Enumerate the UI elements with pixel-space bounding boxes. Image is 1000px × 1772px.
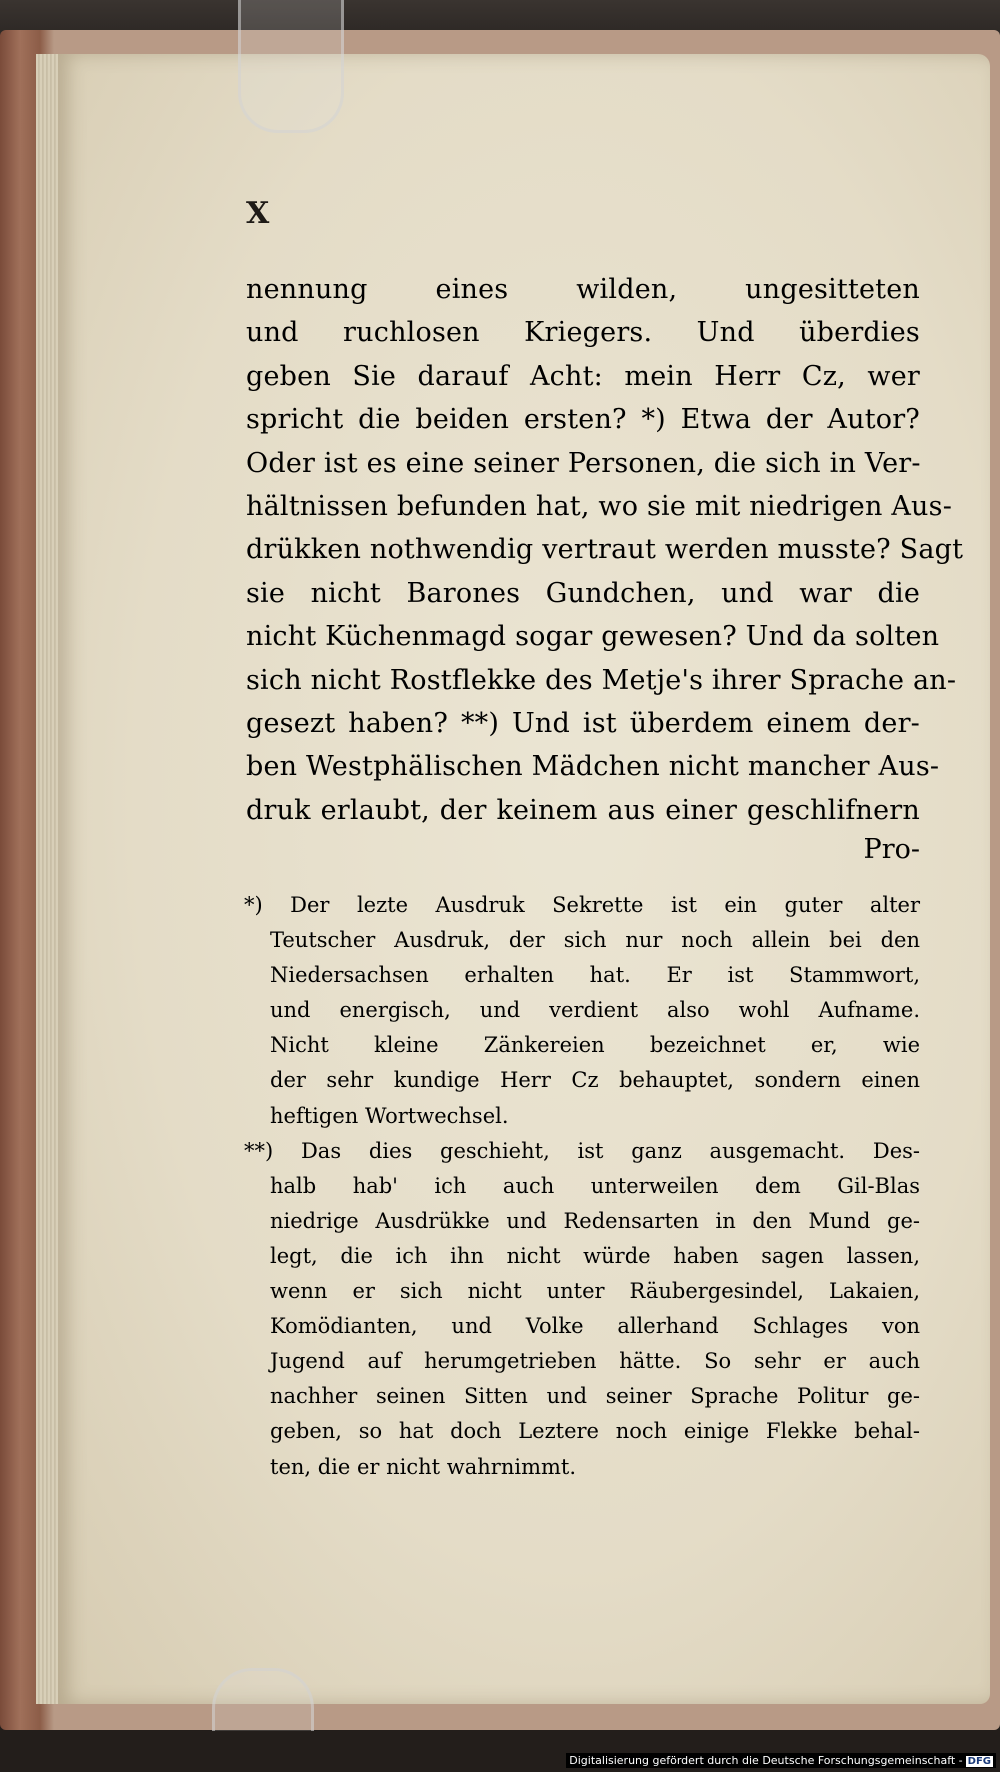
footnote-line: geben, so hat doch Leztere noch einige Flekke behal- xyxy=(270,1419,920,1444)
footnote-line: Komödianten, und Volke allerhand Schlages von xyxy=(270,1314,920,1339)
credit-text: Digitalisierung gefördert durch die Deutsche Forschungsgemeinschaft - xyxy=(569,1754,963,1767)
footnote-line: und energisch, und verdient also wohl Aufname. xyxy=(270,998,920,1023)
footnote-line: der sehr kundige Herr Cz behauptet, sondern einen xyxy=(270,1068,920,1093)
footnote-line: Nicht kleine Zänkereien bezeichnet er, wie xyxy=(270,1033,920,1058)
text-line: Oder ist es eine seiner Personen, die sich in Ver- xyxy=(246,447,921,479)
text-line: spricht die beiden ersten? *) Etwa der Autor? xyxy=(246,404,920,436)
footnote-line: nachher seinen Sitten und seiner Sprache Politur ge- xyxy=(270,1384,920,1409)
text-line: ben Westphälischen Mädchen nicht mancher Aus- xyxy=(246,751,940,783)
page-clip-top xyxy=(238,0,344,133)
text-line: gesezt haben? **) Und ist überdem einem der- xyxy=(246,707,920,739)
text-line: und ruchlosen Kriegers. Und überdies xyxy=(246,317,920,349)
footnote-line: ten, die er nicht wahrnimmt. xyxy=(270,1454,577,1479)
footnote-line: niedrige Ausdrükke und Redensarten in den Mund ge- xyxy=(270,1208,920,1233)
text-line: hältnissen befunden hat, wo sie mit niedrigen Aus- xyxy=(246,490,953,522)
footnote-2 xyxy=(244,1134,920,1485)
footnote-line: heftigen Wortwechsel. xyxy=(270,1103,509,1128)
text-line: nennung eines wilden, ungesitteten xyxy=(246,274,920,305)
text-line: druk erlaubt, der keinem aus einer geschlifnern xyxy=(246,794,920,826)
footnote-1 xyxy=(244,888,920,1134)
digitization-credit xyxy=(566,1753,996,1768)
text-line: geben Sie darauf Acht: mein Herr Cz, wer xyxy=(246,360,920,392)
dfg-logo: DFG xyxy=(967,1756,991,1767)
main-text xyxy=(246,268,964,832)
catchword: Pro- xyxy=(863,834,920,865)
page-number: X xyxy=(246,196,270,231)
text-line: drükken nothwendig vertraut werden musste? Sagt xyxy=(246,534,964,566)
footnote-line: legt, die ich ihn nicht würde haben sagen lassen, xyxy=(270,1243,920,1268)
footnote-line: halb hab' ich auch unterweilen dem Gil-Blas xyxy=(270,1173,920,1198)
footnote-line: *) Der lezte Ausdruk Sekrette ist ein guter alter xyxy=(244,893,920,917)
text-line: sich nicht Rostflekke des Metje's ihrer Sprache an- xyxy=(246,664,957,696)
page-clip-bottom xyxy=(212,1668,314,1731)
footnote-line: Niedersachsen erhalten hat. Er ist Stammwort, xyxy=(270,963,920,988)
footnote-line: Teutscher Ausdruk, der sich nur noch allein bei den xyxy=(270,928,920,953)
footnote-line: wenn er sich nicht unter Räubergesindel, Lakaien, xyxy=(270,1279,920,1304)
text-line: nicht Küchenmagd sogar gewesen? Und da solten xyxy=(246,621,940,653)
footnote-line: Jugend auf herumgetrieben hätte. So sehr er auch xyxy=(270,1349,920,1374)
text-line: sie nicht Barones Gundchen, und war die xyxy=(246,577,920,609)
footnote-line: **) Das dies geschieht, ist ganz ausgemacht. Des- xyxy=(244,1138,920,1163)
footnotes xyxy=(244,888,920,1485)
